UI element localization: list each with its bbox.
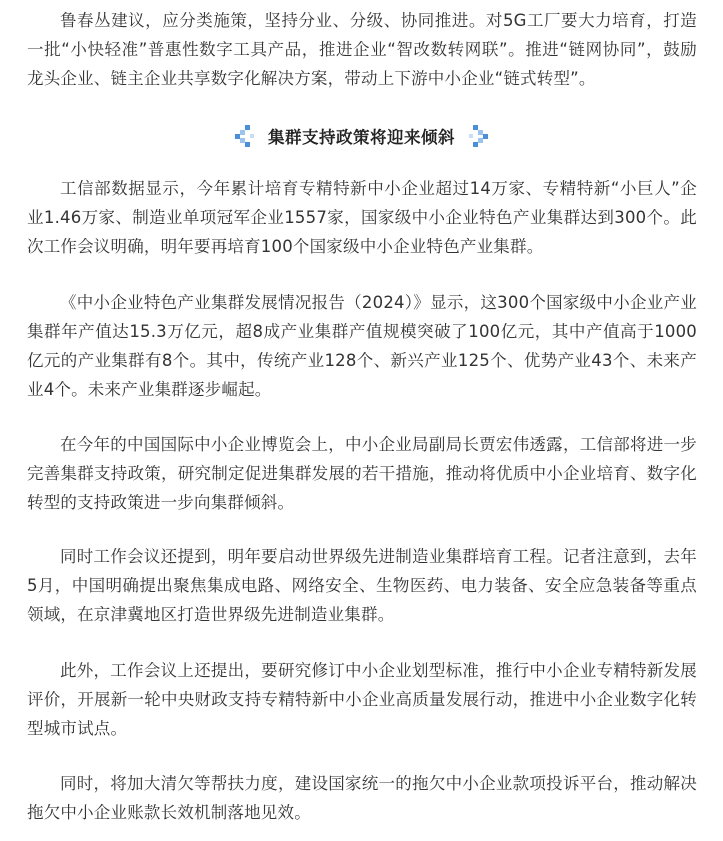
paragraph-1: 鲁春丛建议，应分类施策，坚持分业、分级、协同推进。对5G工厂要大力培育，打造一批“小快轻准”普惠性数字工具产品，推进企业“智改数转网联”。推进“链网协同”，鼓励龙头企业、链主企业共享数字化解决方案，带动上下游中小企业“链式转型”。 (27, 11, 697, 88)
double-chevron-left-icon (234, 123, 256, 149)
section-heading (0, 121, 723, 151)
paragraph-4: 在今年的中国国际中小企业博览会上，中小企业局副局长贾宏伟透露，工信部将进一步完善集群支持政策，研究制定促进集群发展的若干措施，推动将优质中小企业培育、数字化转型的支持政策进一步向集群倾斜。 (27, 435, 697, 512)
paragraph-5: 同时工作会议还提到，明年要启动世界级先进制造业集群培育工程。记者注意到，去年5月，中国明确提出聚焦集成电路、网络安全、生物医药、电力装备、安全应急装备等重点领域，在京津冀地区打造世界级先进制造业集群。 (27, 547, 697, 624)
paragraph-6: 此外，工作会议上还提出，要研究修订中小企业划型标准，推行中小企业专精特新发展评价，开展新一轮中央财政支持专精特新中小企业高质量发展行动，推进中小企业数字化转型城市试点。 (27, 661, 697, 738)
section-heading-text: 集群支持政策将迎来倾斜 (268, 128, 455, 147)
paragraph-7: 同时，将加大清欠等帮扶力度，建设国家统一的拖欠中小企业款项投诉平台，推动解决拖欠中小企业账款长效机制落地见效。 (27, 774, 697, 822)
paragraph-2: 工信部数据显示，今年累计培育专精特新中小企业超过14万家、专精特新“小巨人”企业1.46万家、制造业单项冠军企业1557家，国家级中小企业特色产业集群达到300个。此次工作会议明确，明年要再培育100个国家级中小企业特色产业集群。 (27, 179, 697, 256)
paragraph-3: 《中小企业特色产业集群发展情况报告（2024）》显示，这300个国家级中小企业产业集群年产值达15.3万亿元，超8成产业集群产值规模突破了100亿元，其中产值高于1000亿元的产业集群有8个。其中，传统产业128个、新兴产业125个、优势产业43个、未来产业4个。未来产业集群逐步崛起。 (27, 293, 697, 399)
double-chevron-right-icon (467, 123, 489, 149)
